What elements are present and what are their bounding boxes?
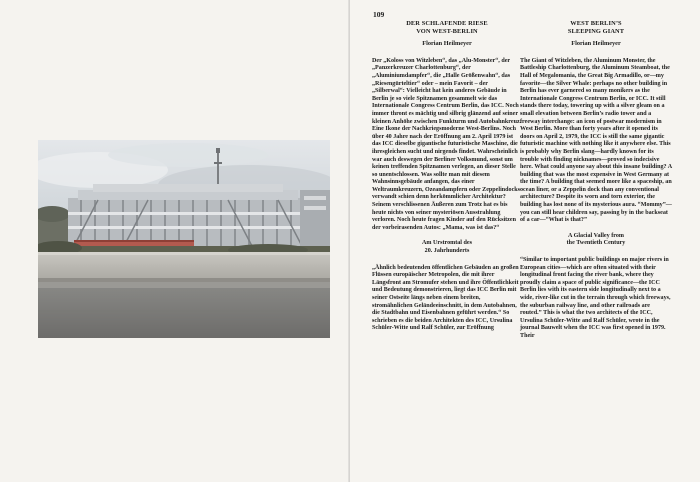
english-title-line-1: WEST BERLIN’S bbox=[570, 20, 622, 27]
german-paragraph-2: „Ähnlich bedeutenden öffentlichen Gebäuden an großen Flüssen europäischer Metropolen, die mit ihrer Längsfront am Stromufer stehen und ihre Öffentlichkeit und Bedeutung demonstrieren, liegt das ICC Berlin mit seiner Ostseite längs neben einem breiten, stromähnlichen Geländeeinschnitt, in dem Autobahnen, die Stadtbahn und Eisenbahnen geführt werden.“ So schrieben es die beiden Architekten des ICC, Ursulina Schüler-Witte und Ralf Schüler, zur Eröffnung bbox=[372, 264, 519, 332]
english-paragraph-1: The Giant of Witzleben, the Aluminum Monster, the Battleship Charlottenburg, the Aluminum Steamboat, the Hall of Megalomania, the Great Big Armadillo, or—my favorite—the Silver Whale: perhaps no other building in Berlin has ever garnered so many monikers as the Internationale Congress Centrum Berlin, or ICC. It still stands there today, towering up with a silver gleam on a small elevation between Berlin’s radio tower and a freeway interchange: an icon of postwar modernism in West Berlin. More than forty years after it opened its doors on April 2, 1979, the ICC is still the same gigantic futuristic machine with nothing like it anywhere else. This is probably why Berlin slang—hardly known for its trouble with finding nicknames—proved so indecisive here. What could anyone say about this insane building? A building that was the most expensive in West Germany at the time? A building that seemed more like a spaceship, an ocean liner, or a Zeppelin dock than any conventional architecture? Despite its worn and torn exterior, the building has lost none of its mysterious aura. “Mommy”—you can still hear children say, passing by in the backseat of a car—“What is that?” bbox=[520, 57, 672, 224]
german-title-line-1: DER SCHLAFENDE RIESE bbox=[406, 20, 488, 27]
german-subheading-line-1: Am Urstromtal des bbox=[422, 240, 472, 247]
english-paragraph-2: “Similar to important public buildings on major rivers in European cities—which are often situated with their longitudinal front facing the river bank, where they proudly claim a space of public significance—the ICC Berlin lies with its eastern side longitudinally next to a wide, river-like cut in the terrain through which freeways, the suburban railway line, and other railroads are routed.” This is what the two architects of the ICC, Ursulina Schüler-Witte and Ralf Schüler, wrote in the journal Bauwelt when the ICC was first opened in 1979. Their bbox=[520, 257, 671, 339]
english-subheading bbox=[520, 233, 672, 248]
german-subheading-line-2: 20. Jahrhunderts bbox=[424, 248, 470, 255]
german-author: Florian Heilmeyer bbox=[422, 40, 472, 48]
english-subheading-line-1: A Glacial Valley from bbox=[568, 232, 624, 239]
icc-building-photo bbox=[38, 140, 330, 338]
german-title bbox=[372, 20, 522, 35]
english-column bbox=[520, 20, 672, 341]
page-number: 109 bbox=[373, 10, 385, 19]
english-author: Florian Heilmeyer bbox=[571, 40, 621, 48]
icc-photo-illustration bbox=[38, 140, 330, 338]
german-title-line-2: VON WEST-BERLIN bbox=[416, 27, 478, 35]
german-subheading bbox=[372, 240, 522, 255]
english-subheading-line-2: the Twentieth Century bbox=[566, 240, 626, 247]
german-column bbox=[372, 20, 522, 333]
english-title bbox=[520, 20, 672, 35]
german-paragraph-1: Der „Koloss von Witzleben“, das „Alu-Monster“, der „Panzerkreuzer Charlottenburg“, der „Aluminiumdampfer“, die „Halle Größenwahn“, das „Riesengürteltier“ oder – mein Favorit – der „Silberwal“: Vielleicht hat kein anderes Gebäude in Berlin je so viele Spitznamen gesammelt wie das Internationale Congress Centrum Berlin, das ICC. Noch immer thront es mächtig und silbrig glänzend auf seiner kleinen Anhöhe zwischen Funkturm und Autobahnkreuz. Eine Ikone der Nachkriegsmoderne West-Berlins. Noch über 40 Jahre nach der Eröffnung am 2. April 1979 ist das ICC dieselbe gigantische futuristische Maschine, die ihresgleichen sucht und nirgends findet. Wahrscheinlich war auch deswegen der Berliner Volksmund, sonst um keinen treffenden Spitznamen verlegen, an dieser Stelle so unentschlossen. Was sollte man mit diesem Wahnsinnsgebäude anfangen, das einer Weltraumkreuzern, Ozeandampfern oder Zeppelindocks verwandt schien denn herkömmlicher Architektur? Seinem verschlissenen Äußeren zum Trotz hat es bis heute nichts von seiner mysteriösen Ausstrahlung verloren. Noch heute fragen Kinder auf den Rücksitzen der vorbeirasenden Autos: „Mama, was ist das?“ bbox=[372, 57, 522, 231]
english-title-line-2: SLEEPING GIANT bbox=[567, 27, 625, 35]
